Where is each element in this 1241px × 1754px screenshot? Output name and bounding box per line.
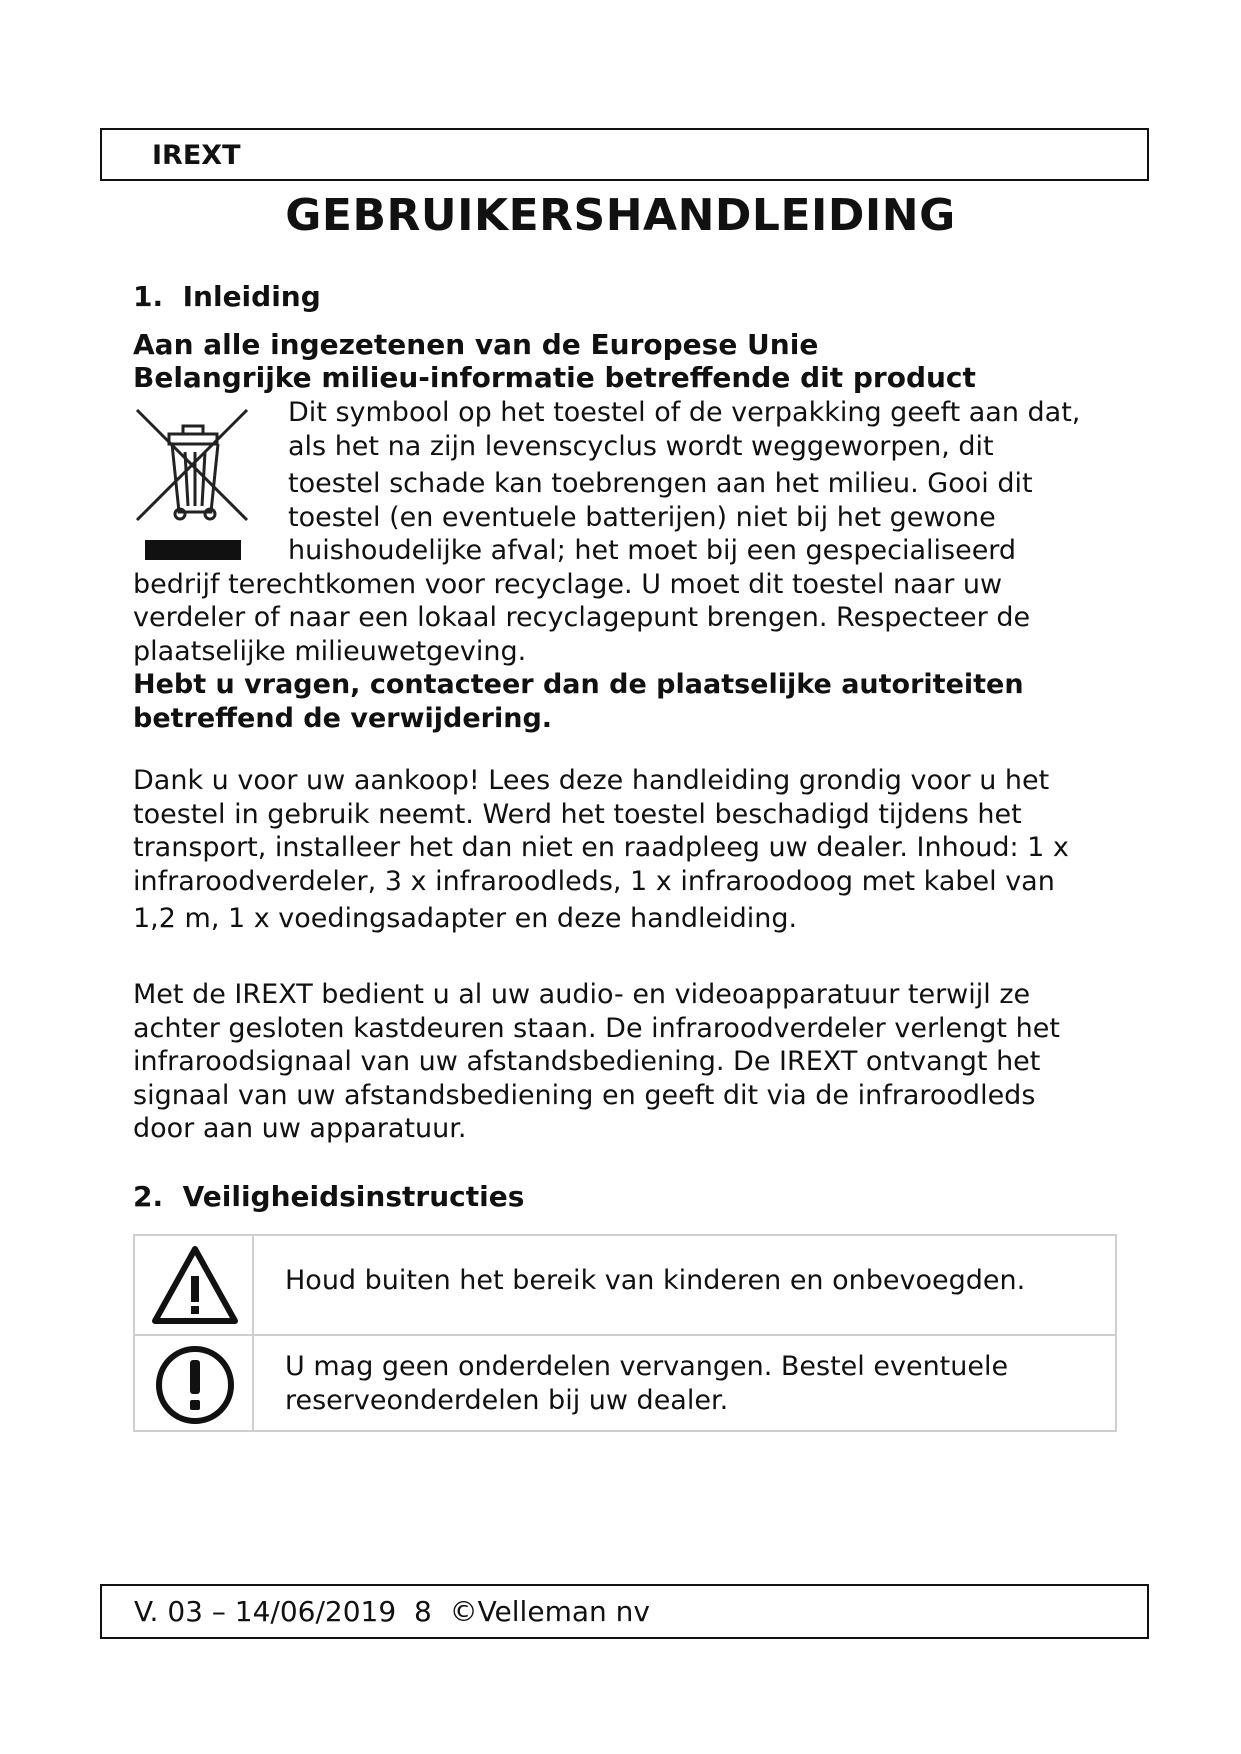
contact-line: betreffend de verwijdering. <box>133 702 553 734</box>
section1-heading: 1. Inleiding <box>133 280 321 313</box>
footer-box <box>100 1584 1149 1639</box>
thanks-line: infraroodverdeler, 3 x infraroodleds, 1 x infraroodoog met kabel van <box>133 865 1055 897</box>
weee-line: huishoudelijke afval; het moet bij een gespecialiseerd <box>288 535 1017 566</box>
weee-line: verdeler of naar een lokaal recyclagepunt brengen. Respecteer de <box>133 602 1031 633</box>
header-box <box>100 128 1149 181</box>
safety-table <box>133 1234 1117 1432</box>
exclamation-circle-icon <box>151 1344 239 1426</box>
thanks-line: 1,2 m, 1 x voedingsadapter en deze handleiding. <box>133 903 798 934</box>
description-line: infraroodsignaal van uw afstandsbediening. De IREXT ontvangt het <box>133 1046 1041 1077</box>
safety-icon-cell <box>135 1236 254 1334</box>
contact-line: Hebt u vragen, contacteer dan de plaatselijke autoriteiten <box>133 669 1024 700</box>
weee-line: toestel schade kan toebrengen aan het milieu. Gooi dit <box>288 468 1033 499</box>
footer-text: V. 03 – 14/06/2019 8 ©Velleman nv <box>134 1595 650 1628</box>
section2-heading: 2. Veiligheidsinstructies <box>133 1180 525 1213</box>
safety-row <box>135 1336 1115 1430</box>
thanks-line: toestel in gebruik neemt. Werd het toestel beschadigd tijdens het <box>133 798 1022 830</box>
header-product: IREXT <box>152 140 241 171</box>
safety-text <box>285 1350 1085 1418</box>
warning-triangle-icon <box>151 1244 239 1326</box>
thanks-line: transport, installeer het dan niet en raadpleeg uw dealer. Inhoud: 1 x <box>133 832 1069 863</box>
description-line: Met de IREXT bedient u al uw audio- en videoapparatuur terwijl ze <box>133 979 1031 1010</box>
section1-sub2: Belangrijke milieu-informatie betreffende dit product <box>133 361 976 394</box>
safety-row <box>135 1236 1115 1336</box>
weee-line: als het na zijn levenscyclus wordt weggeworpen, dit <box>288 430 994 462</box>
safety-text-line: reserveonderdelen bij uw dealer. <box>285 1385 729 1416</box>
description-paragraph <box>133 978 1133 1146</box>
description-line: signaal van uw afstandsbediening en geeft dit via de infraroodleds <box>133 1079 1036 1111</box>
safety-icon-cell <box>135 1336 254 1430</box>
safety-text-line: U mag geen onderdelen vervangen. Bestel eventuele <box>285 1351 1009 1382</box>
weee-paragraph <box>133 396 1133 735</box>
description-line: door aan uw apparatuur. <box>133 1113 467 1144</box>
weee-line: toestel (en eventuele batterijen) niet bij het gewone <box>288 501 996 533</box>
thanks-line: Dank u voor uw aankoop! Lees deze handleiding grondig voor u het <box>133 765 1050 796</box>
weee-line: Dit symbool op het toestel of de verpakking geeft aan dat, <box>288 397 1081 428</box>
weee-line: plaatselijke milieuwetgeving. <box>133 635 527 667</box>
section1-sub1: Aan alle ingezetenen van de Europese Unie <box>133 328 819 361</box>
weee-line: bedrijf terechtkomen voor recyclage. U moet dit toestel naar uw <box>133 568 1003 600</box>
thanks-paragraph <box>133 764 1133 936</box>
page-title: GEBRUIKERSHANDLEIDING <box>285 190 956 241</box>
safety-text: Houd buiten het bereik van kinderen en onbevoegden. <box>285 1265 1026 1296</box>
description-line: achter gesloten kastdeuren staan. De infraroodverdeler verlengt het <box>133 1012 1060 1044</box>
